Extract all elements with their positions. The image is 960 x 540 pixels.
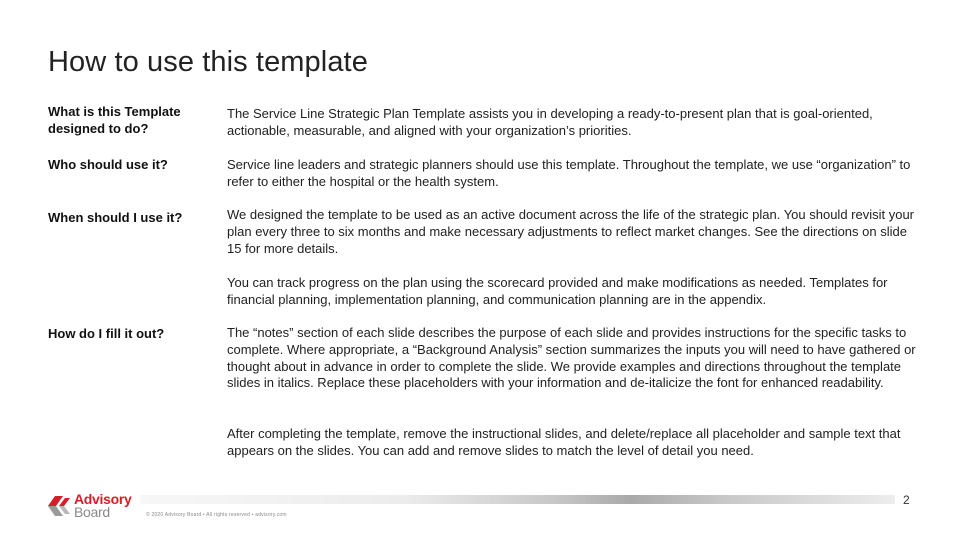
answer-instructions-1: The “notes” section of each slide describes the purpose of each slide and provides instructions for the specific tasks to complete. Where appropriate, a “Background Analysis” section summarizes the inputs you will need to have gathered or thought about in advance in order to complete the slide. We provide examples and directions throughout the template slides in italics. Replace these placeholders with your information and de-italicize the font for enhanced readability.	[227, 325, 916, 391]
question-purpose: What is this Template designed to do?	[48, 104, 181, 136]
question-timing: When should I use it?	[48, 210, 183, 225]
page-number: 2	[903, 493, 910, 507]
answer-timing-2: You can track progress on the plan using the scorecard provided and make modifications as needed. Templates for financial planning, implementation planning, and communication planning are in the appendix.	[227, 275, 888, 307]
question-audience: Who should use it?	[48, 157, 168, 172]
slide-title: How to use this template	[48, 46, 368, 78]
answer-instructions-2: After completing the template, remove the instructional slides, and delete/replace all placeholder and sample text that appears on the slides. You can add and remove slides to match the level of detail you need.	[227, 426, 901, 458]
copyright-text: © 2020 Advisory Board • All rights reserved • advisory.com	[146, 512, 287, 518]
logo-mark-icon	[46, 493, 72, 519]
question-instructions: How do I fill it out?	[48, 326, 165, 341]
footer-gradient-bar	[140, 495, 895, 504]
answer-timing-1: We designed the template to be used as an active document across the life of the strategic plan. You should revisit your plan every three to six months and make necessary adjustments to reflect market changes. See the directions on slide 15 for more details.	[227, 207, 915, 256]
logo-word-board: Board	[74, 504, 110, 520]
answer-purpose: The Service Line Strategic Plan Template assists you in developing a ready-to-present plan that is goal-oriented, actionable, measurable, and aligned with your organization’s priorities.	[227, 106, 873, 138]
answer-audience: Service line leaders and strategic planners should use this template. Throughout the template, we use “organization” to refer to either the hospital or the health system.	[227, 157, 911, 189]
advisory-board-logo	[46, 492, 136, 522]
logo-word-advisory: Advisory	[74, 491, 132, 507]
